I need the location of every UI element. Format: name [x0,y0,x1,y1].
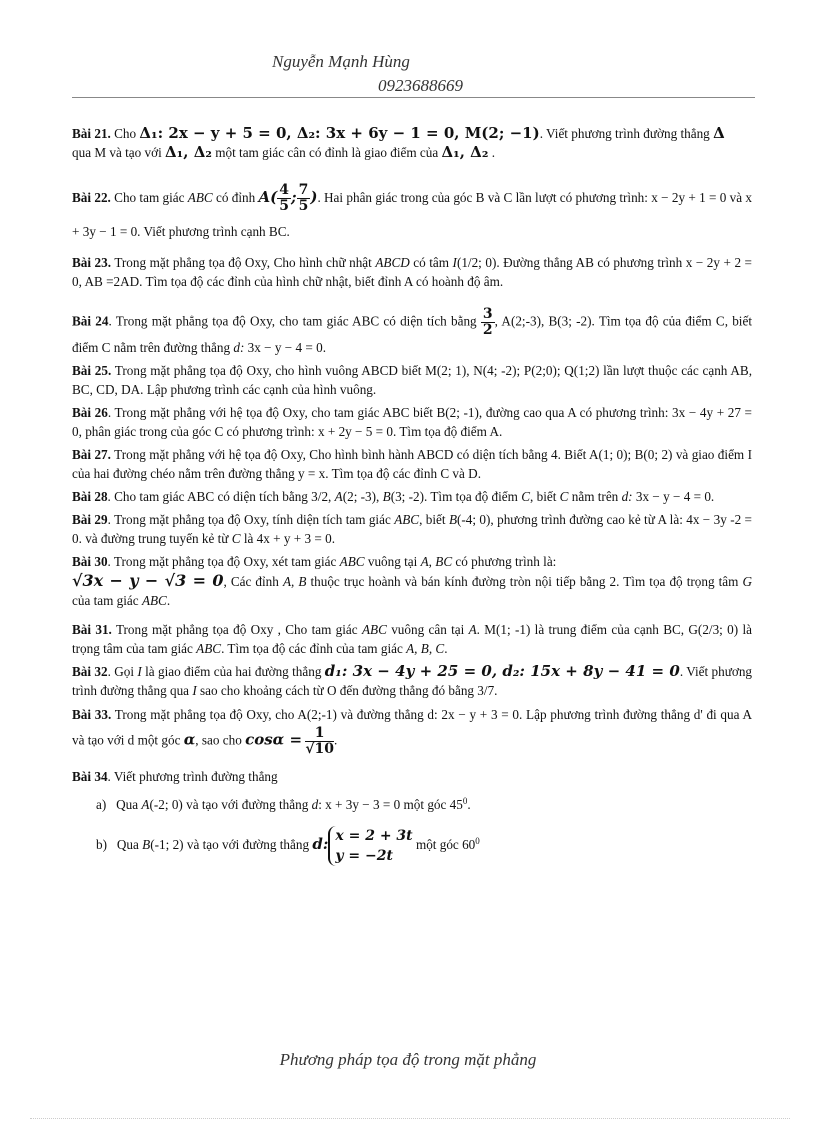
text: I [137,664,142,679]
problem-25 [72,361,752,399]
header-divider [72,97,755,98]
parametric-system [328,826,412,866]
equation: Δ₁: 2x − y + 5 = 0, Δ₂: 3x + 6y − 1 = 0, M(2; −1) [139,124,540,142]
problem-label: Bài 33. [72,707,112,722]
text: C [521,489,530,504]
problem-24 [72,307,752,357]
system-line: y = −2t [335,848,393,864]
text: sao cho khoảng cách từ O đến đường thẳng đó bằng 3/7. [196,683,498,698]
text: Trong mặt phẳng tọa độ Oxy, cho hình vuông ABCD biết M(2; 1), N(4; -2); P(2;0); Q(1;2) lần lượt thuộc các cạnh AB, BC, CD, DA. Lập phương trình các cạnh của hình vuông. [72,363,753,397]
numerator: 3 [482,306,493,322]
text: BC [435,554,453,569]
text: B [382,489,391,504]
problem-27 [72,445,752,483]
text: nằm trên [568,489,622,504]
denominator: 2 [482,322,493,338]
numerator: 4 [279,182,290,199]
text: (-4; 0), phương trình đường cao kẻ từ A là: 4x − 3y -2 = 0. và đường trung tuyến kẻ từ [72,512,752,546]
text: A [334,489,343,504]
line-name: d: [312,835,329,854]
text: vuông tại [364,554,421,569]
text: vuông cân tại [386,622,469,637]
text: . [334,732,338,748]
text: . [166,593,171,608]
problem-26 [72,403,752,441]
text: ABCD [375,255,410,270]
text: A, B [282,574,307,589]
problem-label: Bài 30 [72,554,108,569]
text: A [420,554,429,569]
text: Trong mặt phẳng tọa độ Oxy, Cho hình chữ nhật [111,255,376,270]
text: một tam giác cân có đỉnh là giao điểm của [211,145,442,160]
denominator: 5 [298,198,309,215]
text: A [141,797,150,812]
author-name: Nguyễn Mạnh Hùng [272,52,410,71]
problem-29 [72,510,752,548]
problem-label: Bài 24 [72,313,109,329]
problem-label: Bài 27. [72,447,111,462]
text: d [311,797,319,812]
text: B [142,837,151,853]
text: ABC [339,554,365,569]
text: . Viết phương trình đường thẳng qua [72,664,753,698]
problem-label: Bài 29 [72,512,108,527]
text: ABC [394,512,420,527]
problem-label: Bài 28 [72,489,108,504]
part-b [96,826,752,866]
text: 3x − y − 4 = 0. [244,340,327,355]
equation: √3x − y − √3 = 0 [72,571,224,590]
text: . [467,797,471,812]
text: , Các đỉnh [223,574,283,589]
text: 3x − y − 4 = 0. [632,489,715,504]
text: Qua [116,837,143,853]
text: Trong mặt phẳng tọa độ Oxy, cho A(2;-1) và đường thẳng d: 2x − y + 3 = 0. Lập phương trình đường thẳng d' đi qua A và tạo với d một góc [72,707,752,748]
paren: ) [310,188,318,206]
problem-34-parts [96,792,752,866]
problem-21 [72,124,752,162]
problem-label: Bài 34 [72,769,108,784]
equation: cosα = [245,730,303,749]
text: có tâm [409,255,453,270]
text: Trong mặt phẳng với hệ tọa độ Oxy, Cho hình bình hành ABCD có diện tích bằng 4. Biết A(1; 0); B(0; 2) và giao điểm I của hai đường chéo nằm trên đường thẳng y = x. Tìm tọa độ các đỉnh C và D. [72,447,752,481]
problem-label: Bài 26 [72,405,108,420]
problem-label: Bài 23. [72,255,112,270]
separator: ; [291,188,297,206]
denominator: √10 [305,741,334,757]
problem-label: Bài 22. [72,190,111,205]
degree: 0 [462,796,468,806]
text: của tam giác [72,593,142,608]
text: . Gọi [107,664,138,679]
system-line: x = 2 + 3t [335,828,413,844]
math-symbol: Δ₁, Δ₂ [441,143,489,161]
text: . Trong mặt phẳng tọa độ Oxy, xét tam giác [107,554,340,569]
numerator: 1 [305,726,334,742]
text: . Cho tam giác ABC có diện tích bằng 3/2, [107,489,335,504]
text: ABC [196,641,222,656]
text: ABC [187,190,213,205]
fraction [277,183,291,214]
text: : x + 3y − 3 = 0 một góc 45 [318,797,463,812]
text: , sao cho [195,732,246,748]
problem-22 [72,180,752,249]
degree: 0 [475,836,480,847]
problem-label: Bài 25. [72,363,112,378]
fraction [297,183,311,214]
text: . Hai phân giác trong của góc B và C lần lượt có phương trình: x − 2y + 1 = 0 và x + 3y − 1 = 0. Viết phương trình cạnh BC. [72,190,752,239]
fraction [481,307,495,338]
problem-23 [72,253,752,291]
text: (2; -3), [342,489,383,504]
text: Cho tam giác [110,190,188,205]
footer-divider [30,1118,790,1119]
text: (1/2; 0). Đường thẳng AB có phương trình x − 2y + 2 = 0, AB =2AD. Tìm tọa độ các đỉnh của hình chữ nhật, biết đỉnh A có hoành độ âm. [72,255,752,289]
text: , A(2;-3), B(3; -2). Tìm tọa độ của điểm C, biết điểm C nằm trên đường thẳng [72,313,752,355]
problem-33 [72,704,752,757]
text: ABC [361,622,387,637]
problem-list [72,120,752,870]
part-label: b) [96,837,107,853]
text: Cho [110,126,140,141]
text: I [192,683,197,698]
text: . [488,145,495,160]
text: (3; -2). Tìm tọa độ điểm [390,489,522,504]
text: C [559,489,569,504]
text: (-2; 0) và tạo với đường thẳng [149,797,312,812]
problem-30 [72,552,752,610]
text: d: [621,489,633,504]
part-label: a) [96,797,107,812]
text: . Trong mặt phẳng tọa độ Oxy, cho tam giác ABC có diện tích bằng [108,313,481,329]
text: là giao điểm của hai đường thẳng [141,664,325,679]
problem-34 [72,767,752,786]
text: thuộc trục hoành và bán kính đường tròn nội tiếp bằng 2. Tìm tọa độ trọng tâm [306,574,743,589]
fraction [305,726,334,757]
text: một góc 60 [412,837,476,853]
text: , biết [419,512,449,527]
text: G [742,574,752,589]
text: qua M và tạo với [72,145,166,160]
text: có đỉnh [212,190,259,205]
text: d: [233,340,245,355]
text: Trong mặt phẳng tọa độ Oxy , Cho tam giác [111,622,362,637]
text: (-1; 2) và tạo với đường thẳng [150,837,313,853]
point-a: A( [258,188,278,206]
text: . Viết phương trình đường thẳng [107,769,278,784]
problem-32 [72,662,752,700]
math-symbol: Δ₁, Δ₂ [165,143,212,161]
text: . Trong mặt phẳng với hệ tọa độ Oxy, cho tam giác ABC biết B(2; -1), đường cao qua A có phương trình: 3x − 4y + 27 = 0, phân giác trong của góc C có phương trình: x + 2y − 5 = 0. Tìm tọa độ điểm A. [72,405,752,439]
text: I [452,255,457,270]
math-symbol: Δ [713,124,725,142]
numerator: 7 [298,182,309,199]
text: Qua [116,797,142,812]
problem-31 [72,620,752,658]
part-a [96,792,752,814]
equation: d₁: 3x − 4y + 25 = 0, d₂: 15x + 8y − 41 = 0 [324,662,680,680]
text: . M(1; -1) là trung điểm của cạnh BC, G(2/3; 0) là trọng tâm của tam giác [72,622,752,656]
text: . Trong mặt phẳng tọa độ Oxy, tính diện tích tam giác [107,512,395,527]
page-footer: Phương pháp tọa độ trong mặt phẳng [279,1050,537,1069]
problem-label: Bài 31. [72,622,112,637]
text: , [428,554,436,569]
text: C [231,531,241,546]
text: A [468,622,477,637]
text: . [444,641,448,656]
text: . Viết phương trình đường thẳng [539,126,714,141]
problem-label: Bài 32 [72,664,108,679]
text: A, B, C [406,641,445,656]
text: có phương trình là: [452,554,557,569]
author-phone: 0923688669 [378,76,463,95]
math-symbol: α [183,730,196,749]
text: . Tìm tọa độ các đỉnh của tam giác [221,641,407,656]
problem-label: Bài 21. [72,126,111,141]
denominator: 5 [279,198,290,215]
text: là 4x + y + 3 = 0. [240,531,335,546]
text: , biết [530,489,560,504]
problem-28 [72,487,752,506]
text: ABC [141,593,167,608]
text: B [448,512,458,527]
